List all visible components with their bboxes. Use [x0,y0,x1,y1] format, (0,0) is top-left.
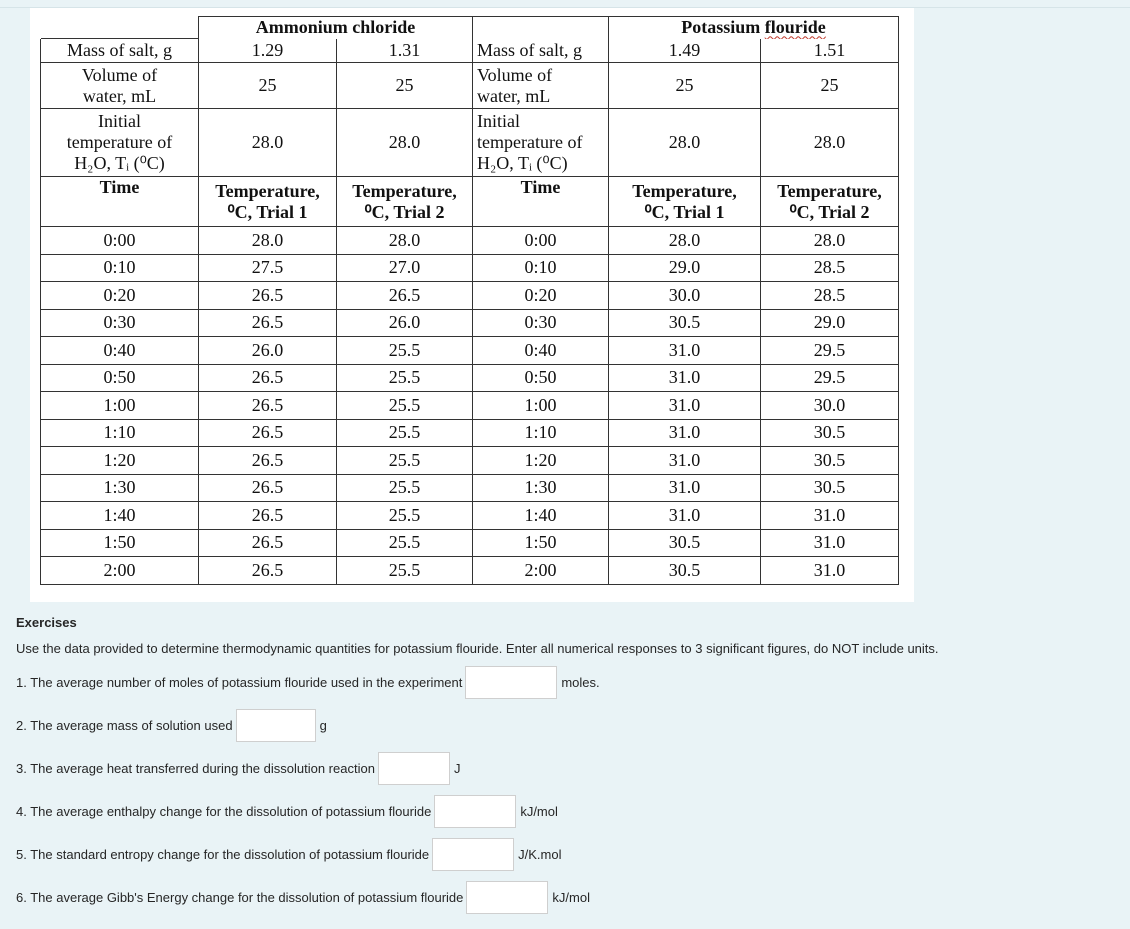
time-cell: 1:30 [41,474,199,502]
table-row [41,282,899,310]
potassium-trial2-cell: 30.5 [761,447,899,475]
ammonium-trial2-cell: 25.5 [337,529,473,557]
time-cell-right: 0:20 [473,282,609,310]
question-5-unit: J/K.mol [518,847,562,862]
time-cell: 1:40 [41,502,199,530]
salt-header-row [41,17,899,39]
question-4-answer-input[interactable] [434,795,516,828]
ammonium-trial1-cell: 26.5 [199,392,337,420]
question-4-text: 4. The average enthalpy change for the dissolution of potassium flouride [16,804,432,819]
question-3 [16,752,460,785]
time-cell: 0:30 [41,309,199,337]
ammonium-trial1-cell: 26.5 [199,502,337,530]
ammonium-trial2-cell: 25.5 [337,392,473,420]
potassium-trial1-cell: 28.0 [609,227,761,255]
volume-label: Volume of water, mL [41,63,199,109]
mass-row [41,39,899,63]
time-cell: 1:50 [41,529,199,557]
time-cell-right: 1:10 [473,419,609,447]
ammonium-volume-1: 25 [199,63,337,109]
ammonium-mass-1: 1.29 [199,39,337,63]
ammonium-trial2-cell: 25.5 [337,557,473,585]
potassium-trial1-cell: 31.0 [609,364,761,392]
volume-label-right: Volume of water, mL [473,63,609,109]
time-cell-right: 0:50 [473,364,609,392]
potassium-trial2-cell: 29.5 [761,337,899,365]
ammonium-trial2-cell: 28.0 [337,227,473,255]
time-cell: 1:00 [41,392,199,420]
ammonium-trial1-cell: 26.5 [199,447,337,475]
time-cell-right: 1:50 [473,529,609,557]
table-row [41,529,899,557]
time-cell-right: 1:20 [473,447,609,475]
ammonium-trial2-header: Temperature, ⁰C, Trial 2 [337,177,473,227]
time-cell-right: 1:40 [473,502,609,530]
potassium-trial2-cell: 31.0 [761,557,899,585]
time-cell: 1:20 [41,447,199,475]
question-5 [16,838,561,871]
question-6-unit: kJ/mol [552,890,590,905]
time-cell: 0:40 [41,337,199,365]
question-2-unit: g [319,718,327,733]
potassium-initial-2: 28.0 [761,109,899,177]
potassium-trial2-cell: 31.0 [761,502,899,530]
question-1-unit: moles. [561,675,600,690]
time-header-right: Time [473,177,609,227]
table-row [41,309,899,337]
table-row [41,227,899,255]
question-4-unit: kJ/mol [520,804,558,819]
question-3-text: 3. The average heat transferred during the dissolution reaction [16,761,375,776]
ammonium-trial1-cell: 26.5 [199,419,337,447]
table-row [41,364,899,392]
ammonium-trial1-cell: 26.5 [199,364,337,392]
ammonium-trial2-cell: 27.0 [337,254,473,282]
table-row [41,337,899,365]
ammonium-trial2-cell: 26.0 [337,309,473,337]
time-cell: 1:10 [41,419,199,447]
time-cell-right: 0:00 [473,227,609,255]
question-5-answer-input[interactable] [432,838,514,871]
time-cell-right: 0:10 [473,254,609,282]
potassium-trial2-cell: 28.5 [761,254,899,282]
ammonium-trial1-cell: 26.5 [199,557,337,585]
ammonium-initial-1: 28.0 [199,109,337,177]
question-2-text: 2. The average mass of solution used [16,718,233,733]
question-6 [16,881,590,914]
potassium-trial2-header: Temperature, ⁰C, Trial 2 [761,177,899,227]
ammonium-trial2-cell: 26.5 [337,282,473,310]
time-header: Time [41,177,199,227]
potassium-trial2-cell: 28.5 [761,282,899,310]
potassium-trial1-cell: 30.5 [609,557,761,585]
question-3-answer-input[interactable] [378,752,450,785]
potassium-trial2-cell: 30.5 [761,419,899,447]
time-cell-right: 0:40 [473,337,609,365]
ammonium-mass-2: 1.31 [337,39,473,63]
potassium-trial2-cell: 30.0 [761,392,899,420]
potassium-trial2-cell: 30.5 [761,474,899,502]
table-row [41,254,899,282]
potassium-trial2-cell: 28.0 [761,227,899,255]
initial-temp-label: Initial temperature of H₂O, Tᵢ (⁰C) [41,109,199,177]
potassium-trial1-cell: 30.5 [609,529,761,557]
data-table [40,16,899,585]
data-table-image [30,8,914,602]
mass-label: Mass of salt, g [41,39,199,63]
potassium-mass-2: 1.51 [761,39,899,63]
potassium-volume-1: 25 [609,63,761,109]
ammonium-trial1-cell: 28.0 [199,227,337,255]
question-2 [16,709,327,742]
ammonium-initial-2: 28.0 [337,109,473,177]
potassium-trial2-cell: 29.5 [761,364,899,392]
question-2-answer-input[interactable] [236,709,316,742]
time-cell-right: 2:00 [473,557,609,585]
question-3-unit: J [453,761,461,776]
exercises-title: Exercises [16,615,77,630]
ammonium-trial1-cell: 27.5 [199,254,337,282]
exercises-intro: Use the data provided to determine thermodynamic quantities for potassium flouride. Enter all numerical responses to 3 significant figures, do NOT include units. [16,641,939,656]
ammonium-trial2-cell: 25.5 [337,447,473,475]
potassium-volume-2: 25 [761,63,899,109]
time-cell: 0:50 [41,364,199,392]
potassium-trial1-cell: 30.0 [609,282,761,310]
time-cell-right: 1:00 [473,392,609,420]
ammonium-trial1-cell: 26.5 [199,309,337,337]
potassium-trial1-cell: 31.0 [609,337,761,365]
ammonium-trial2-cell: 25.5 [337,337,473,365]
table-row [41,447,899,475]
ammonium-trial2-cell: 25.5 [337,502,473,530]
potassium-flouride-header: Potassium flouride [609,17,899,39]
time-header-row [41,177,899,227]
initial-temp-row [41,109,899,177]
potassium-trial1-cell: 30.5 [609,309,761,337]
ammonium-volume-2: 25 [337,63,473,109]
question-4 [16,795,558,828]
question-1 [16,666,600,699]
potassium-trial1-cell: 31.0 [609,447,761,475]
time-cell-right: 0:30 [473,309,609,337]
potassium-trial2-cell: 29.0 [761,309,899,337]
potassium-trial1-cell: 31.0 [609,502,761,530]
question-5-text: 5. The standard entropy change for the dissolution of potassium flouride [16,847,430,862]
potassium-mass-1: 1.49 [609,39,761,63]
table-row [41,392,899,420]
table-row [41,557,899,585]
mass-label-right: Mass of salt, g [473,39,609,63]
ammonium-trial2-cell: 25.5 [337,474,473,502]
potassium-trial1-header: Temperature, ⁰C, Trial 1 [609,177,761,227]
ammonium-trial1-cell: 26.0 [199,337,337,365]
potassium-trial2-cell: 31.0 [761,529,899,557]
question-1-answer-input[interactable] [465,666,557,699]
ammonium-trial1-header: Temperature, ⁰C, Trial 1 [199,177,337,227]
ammonium-trial1-cell: 26.5 [199,474,337,502]
table-row [41,419,899,447]
time-cell-right: 1:30 [473,474,609,502]
potassium-initial-1: 28.0 [609,109,761,177]
question-6-text: 6. The average Gibb's Energy change for the dissolution of potassium flouride [16,890,464,905]
volume-row [41,63,899,109]
potassium-trial1-cell: 29.0 [609,254,761,282]
time-cell: 0:10 [41,254,199,282]
time-cell: 2:00 [41,557,199,585]
table-row [41,502,899,530]
time-cell: 0:00 [41,227,199,255]
time-cell: 0:20 [41,282,199,310]
potassium-trial1-cell: 31.0 [609,419,761,447]
question-6-answer-input[interactable] [466,881,548,914]
ammonium-trial2-cell: 25.5 [337,419,473,447]
ammonium-trial2-cell: 25.5 [337,364,473,392]
ammonium-chloride-header: Ammonium chloride [199,17,473,39]
question-1-text: 1. The average number of moles of potassium flouride used in the experiment [16,675,463,690]
potassium-trial1-cell: 31.0 [609,474,761,502]
ammonium-trial1-cell: 26.5 [199,529,337,557]
potassium-trial1-cell: 31.0 [609,392,761,420]
ammonium-trial1-cell: 26.5 [199,282,337,310]
initial-temp-label-right: Initial temperature of H₂O, Tᵢ (⁰C) [473,109,609,177]
table-row [41,474,899,502]
